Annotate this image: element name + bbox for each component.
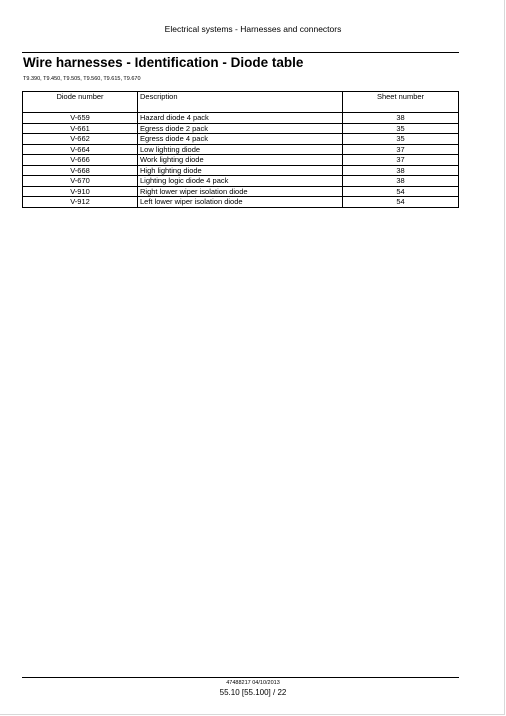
diode-number-cell: V-659: [23, 113, 138, 124]
description-cell: Lighting logic diode 4 pack: [138, 176, 343, 187]
column-header-description: Description: [138, 92, 343, 113]
sheet-number-cell: 38: [343, 165, 459, 176]
diode-number-cell: V-666: [23, 155, 138, 166]
description-cell: Right lower wiper isolation diode: [138, 186, 343, 197]
diode-number-cell: V-662: [23, 134, 138, 145]
title-rule: [22, 52, 459, 53]
diode-number-cell: V-664: [23, 144, 138, 155]
footer-document-reference: 47488217 04/10/2013: [226, 680, 280, 686]
table-header-row: [23, 92, 459, 113]
table-row: [23, 176, 459, 187]
page-title: Wire harnesses - Identification - Diode table: [23, 55, 304, 70]
table-row: [23, 144, 459, 155]
model-list: T9.390, T9.450, T9.505, T9.560, T9.615, T9.670: [23, 76, 141, 82]
sheet-number-cell: 54: [343, 197, 459, 208]
diode-number-cell: V-910: [23, 186, 138, 197]
footer-page-number: 55.10 [55.100] / 22: [219, 688, 287, 697]
sheet-number-cell: 38: [343, 113, 459, 124]
running-header: Electrical systems - Harnesses and connectors: [164, 24, 342, 34]
diode-number-cell: V-670: [23, 176, 138, 187]
description-cell: Work lighting diode: [138, 155, 343, 166]
table-row: [23, 134, 459, 145]
column-header-sheet-number: Sheet number: [343, 92, 459, 113]
sheet-number-cell: 35: [343, 134, 459, 145]
table-row: [23, 113, 459, 124]
diode-number-cell: V-668: [23, 165, 138, 176]
diode-table: [22, 91, 459, 208]
table-row: [23, 165, 459, 176]
column-header-diode-number: Diode number: [23, 92, 138, 113]
sheet-number-cell: 54: [343, 186, 459, 197]
description-cell: Egress diode 4 pack: [138, 134, 343, 145]
description-cell: Egress diode 2 pack: [138, 123, 343, 134]
sheet-number-cell: 37: [343, 155, 459, 166]
table-row: [23, 155, 459, 166]
table-row: [23, 197, 459, 208]
sheet-number-cell: 37: [343, 144, 459, 155]
sheet-number-cell: 38: [343, 176, 459, 187]
description-cell: Hazard diode 4 pack: [138, 113, 343, 124]
diode-number-cell: V-661: [23, 123, 138, 134]
description-cell: High lighting diode: [138, 165, 343, 176]
table-row: [23, 186, 459, 197]
diode-number-cell: V-912: [23, 197, 138, 208]
description-cell: Low lighting diode: [138, 144, 343, 155]
footer-rule: [22, 677, 459, 678]
sheet-number-cell: 35: [343, 123, 459, 134]
table-row: [23, 123, 459, 134]
description-cell: Left lower wiper isolation diode: [138, 197, 343, 208]
